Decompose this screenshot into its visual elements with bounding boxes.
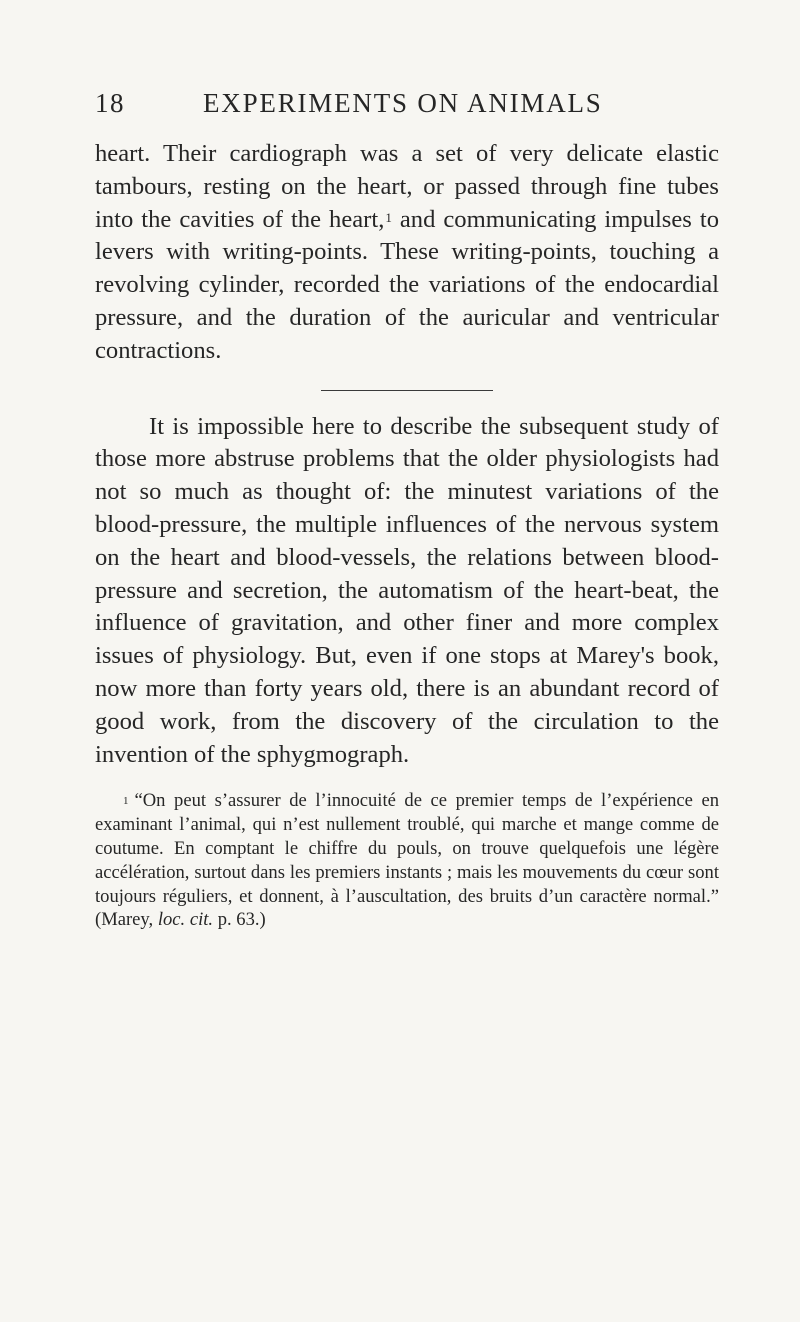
paragraph-text: and communicating impulses to levers with writing-points. These writing-points, touching a revolving cylinder, recorded the variations of the endocardial pressure, and the duration of the auricular and ventricular contractions. [95,205,719,364]
book-page [95,84,719,951]
page-number: 18 [95,88,125,118]
paragraph-cardiograph [95,138,719,368]
running-title: EXPERIMENTS ON ANIMALS [203,88,603,118]
paragraph-subsequent-study: It is impossible here to describe the subsequent study of those more abstruse problems that the older physiologists had not so much as thought of: the minutest variations of the blood-pressure, the multiple influences of the nervous system on the heart and blood-vessels, the relations between blood-pressure and secretion, the automatism of the heart-beat, the influence of gravitation, and other finer and more complex issues of physiology. But, even if one stops at Marey's book, now more than forty years old, there is an abundant record of good work, from the discovery of the circulation to the invention of the sphygmograph. [95,412,719,768]
running-head [95,84,719,124]
paragraph-text: heart. Their cardiograph was a set of very delicate elastic tambours, resting on the heart, or passed through fine tubes into the cavities of the heart, [95,140,719,233]
footnote [95,789,719,932]
footnote-citation: loc. cit. [157,909,214,931]
footnote-citation-page: p. 63.) [213,909,266,931]
section-divider [321,390,493,391]
footnote-reference: 1 [385,209,392,225]
footnote-number: 1 [123,795,129,808]
footnote-text: “On peut s’assurer de l’innocuité de ce premier temps de l’expérience en examinant l’animal, qui n’est nullement troublé, qui marche et mange comme de coutume. En comptant le chiffre du pouls, on trouve quelquefois une légère accélération, surtout dans les premiers instants ; mais les mouvements du cœur sont toujours réguliers, et donnent, à l’auscultation, des bruits d’un caractère normal.” (Marey, [95,790,719,931]
